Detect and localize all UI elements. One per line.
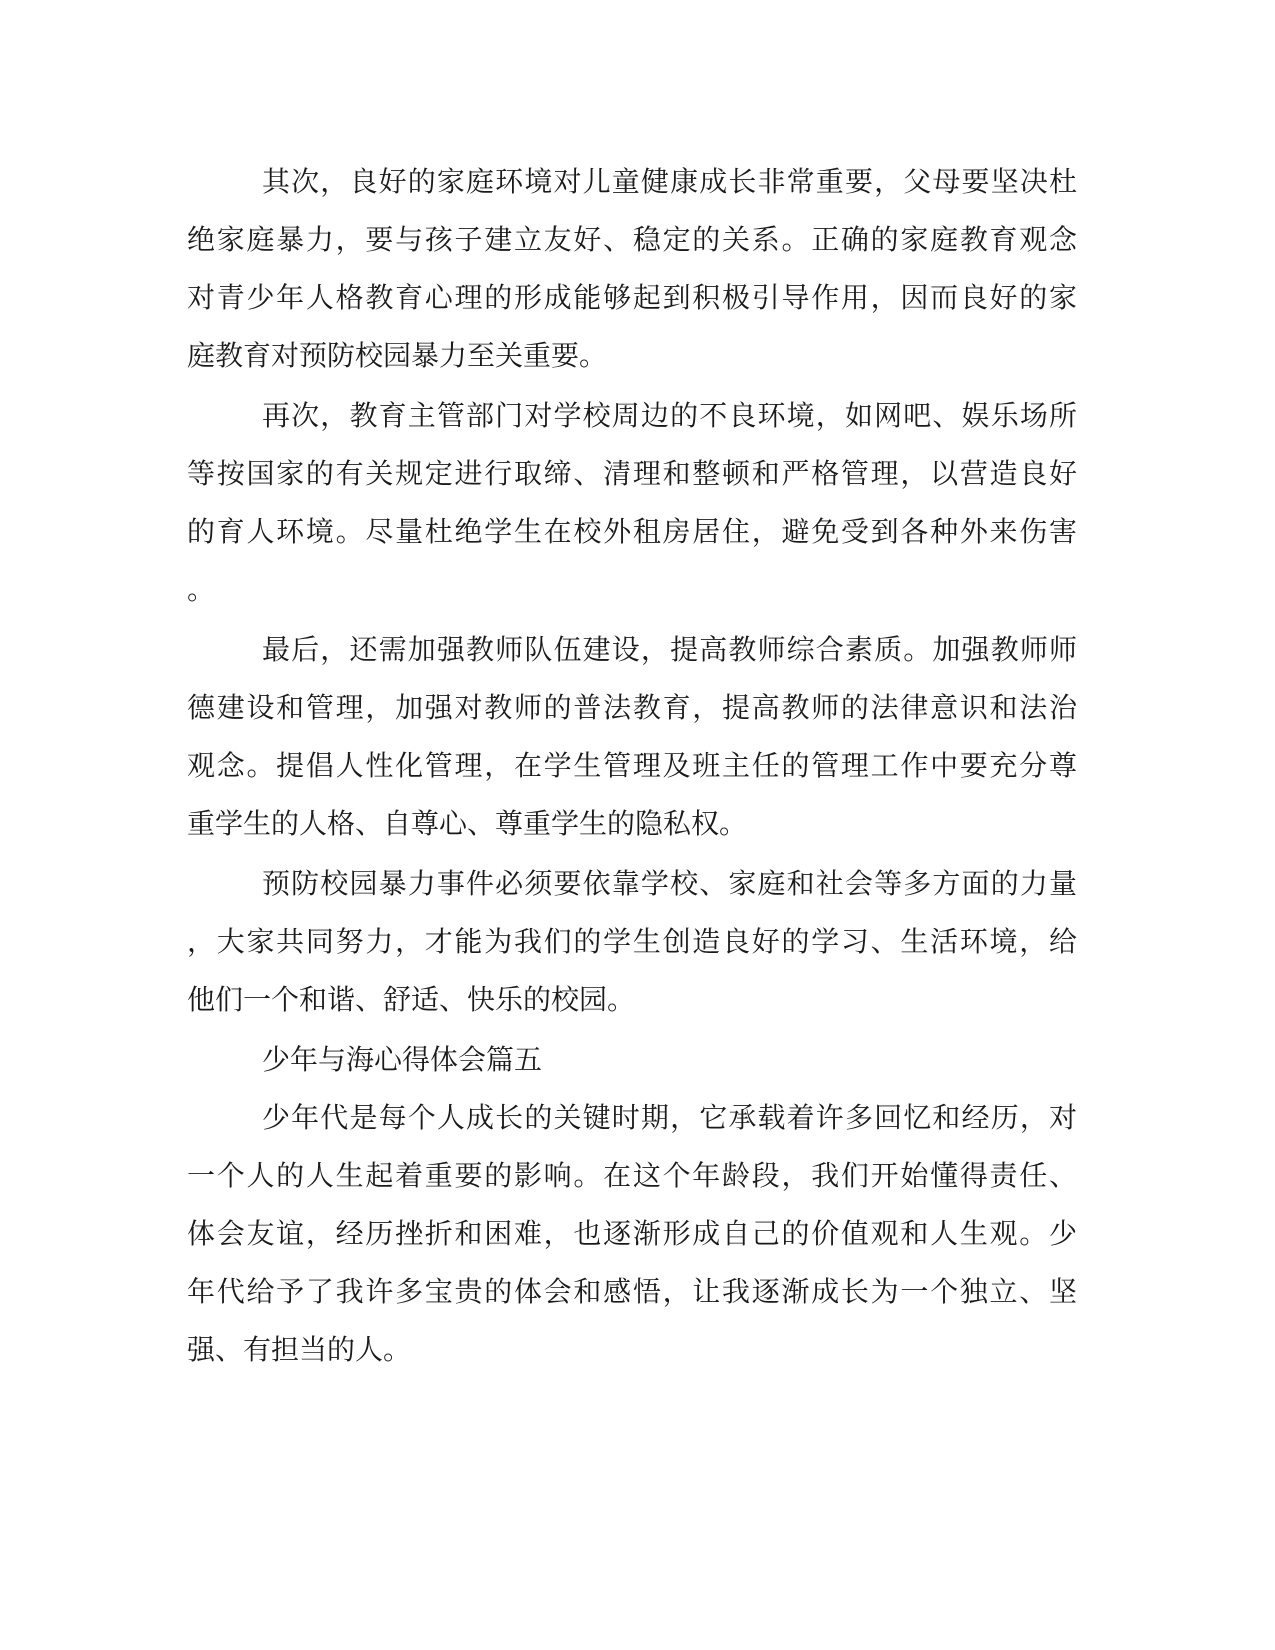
- paragraph-2-line-4: 。: [187, 573, 216, 606]
- paragraph-5-line-2: 一个人的人生起着重要的影响。在这个年龄段，我们开始懂得责任、: [187, 1159, 1077, 1192]
- paragraph-5-line-3: 体会友谊，经历挫折和困难，也逐渐形成自己的价值观和人生观。少: [187, 1217, 1077, 1250]
- paragraph-2-line-3: 的育人环境。尽量杜绝学生在校外租房居住，避免受到各种外来伤害: [187, 515, 1077, 548]
- paragraph-5-line-4: 年代给予了我许多宝贵的体会和感悟，让我逐渐成长为一个独立、坚: [187, 1275, 1077, 1308]
- paragraph-1-line-4: 庭教育对预防校园暴力至关重要。: [187, 339, 608, 372]
- paragraph-3-line-2: 德建设和管理，加强对教师的普法教育，提高教师的法律意识和法治: [187, 691, 1077, 724]
- paragraph-2-line-1: 再次，教育主管部门对学校周边的不良环境，如网吧、娱乐场所: [262, 399, 1077, 432]
- paragraph-3-line-1: 最后，还需加强教师队伍建设，提高教师综合素质。加强教师师: [262, 633, 1077, 666]
- paragraph-3-line-4: 重学生的人格、自尊心、尊重学生的隐私权。: [187, 807, 748, 840]
- section-heading: 少年与海心得体会篇五: [262, 1043, 543, 1076]
- paragraph-5-line-1: 少年代是每个人成长的关键时期，它承载着许多回忆和经历，对: [262, 1101, 1077, 1134]
- paragraph-4-line-1: 预防校园暴力事件必须要依靠学校、家庭和社会等多方面的力量: [262, 867, 1077, 900]
- paragraph-1-line-1: 其次，良好的家庭环境对儿童健康成长非常重要，父母要坚决杜: [262, 165, 1077, 198]
- paragraph-4-line-3: 他们一个和谐、舒适、快乐的校园。: [187, 983, 636, 1016]
- paragraph-5-line-5: 强、有担当的人。: [187, 1333, 412, 1366]
- paragraph-1-line-3: 对青少年人格教育心理的形成能够起到积极引导作用，因而良好的家: [187, 281, 1077, 314]
- paragraph-4-line-2: ，大家共同努力，才能为我们的学生创造良好的学习、生活环境，给: [187, 925, 1077, 958]
- paragraph-1-line-2: 绝家庭暴力，要与孩子建立友好、稳定的关系。正确的家庭教育观念: [187, 223, 1077, 256]
- paragraph-3-line-3: 观念。提倡人性化管理，在学生管理及班主任的管理工作中要充分尊: [187, 749, 1077, 782]
- paragraph-2-line-2: 等按国家的有关规定进行取缔、清理和整顿和严格管理，以营造良好: [187, 457, 1077, 490]
